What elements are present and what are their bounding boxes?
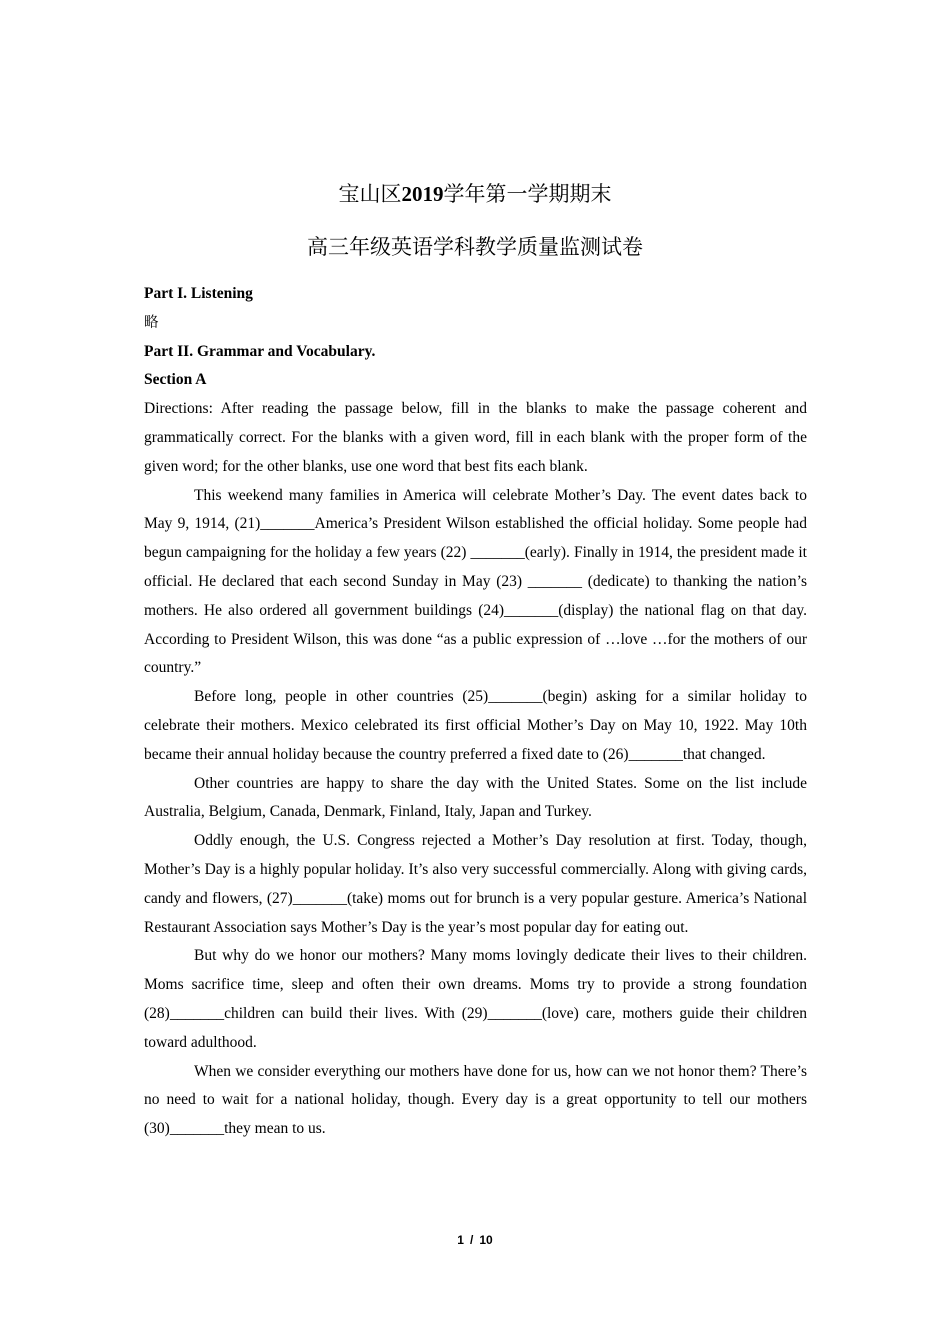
- passage-paragraph-1: This weekend many families in America will celebrate Mother’s Day. The event dates back to May 9, 1914, (21)_______America’s President Wilson established the official holiday. Some people had begun campaigning for the holiday a few years (22) _______(early). Finally in 1914, the president made it official. He declared that each second Sunday in May (23) _______ (dedicate) to thanking the nation’s mothers. He also ordered all government buildings (24)_______(display) the national flag on that day. According to President Wilson, this was done “as a public expression of …love …for the mothers of our country.”: [144, 486, 807, 677]
- passage-paragraph-4: Oddly enough, the U.S. Congress rejected a Mother’s Day resolution at first. Today, though, Mother’s Day is a highly popular holiday. It’s also very successful commercially. Along with giving cards, candy and flowers, (27)_______(take) moms out for brunch is a very popular gesture. America’s National Restaurant Association says Mother’s Day is the year’s most popular day for eating out.: [144, 832, 807, 936]
- title-year: 2019: [401, 182, 444, 206]
- total-pages: 10: [479, 1233, 493, 1247]
- passage-paragraph-2: Before long, people in other countries (25)_______(begin) asking for a similar holiday to celebrate their mothers. Mexico celebrated its first official Mother’s Day on May 10, 1922. May 10th became their annual holiday because the country preferred a fixed date to (26)_______that changed.: [144, 688, 807, 763]
- passage-paragraph-3: Other countries are happy to share the day with the United States. Some on the list include Australia, Belgium, Canada, Denmark, Finland, Italy, Japan and Turkey.: [144, 774, 807, 821]
- directions: Directions: After reading the passage below, fill in the blanks to make the passage coherent and grammatically correct. For the blanks with a given word, fill in each blank with the proper form of the given word; for the other blanks, use one word that best fits each blank.: [144, 400, 807, 475]
- exam-title-line2: 高三年级英语学科教学质量监测试卷: [307, 235, 643, 259]
- passage-paragraph-6: When we consider everything our mothers have done for us, how can we not honor them? There’s no need to wait for a national holiday, though. Every day is a great opportunity to tell our mothers (30)_______they mean to us.: [144, 1062, 807, 1138]
- document-body: [144, 280, 807, 1144]
- part1-heading: Part I. Listening: [144, 285, 253, 302]
- page-number: [0, 1233, 950, 1247]
- exam-title-line1: [0, 178, 950, 208]
- title-term: 学年第一学期期末: [443, 182, 612, 206]
- passage-paragraph-5: But why do we honor our mothers? Many moms lovingly dedicate their lives to their children. Moms sacrifice time, sleep and often their own dreams. Moms try to provide a strong foundation (28)_______children can build their lives. With (29)_______(love) care, mothers guide their children toward adulthood.: [144, 947, 807, 1051]
- title-district: 宝山区: [338, 182, 402, 206]
- part1-note: 略: [144, 314, 159, 331]
- section-a-heading: Section A: [144, 371, 207, 389]
- current-page: 1: [457, 1233, 464, 1247]
- part2-heading: Part II. Grammar and Vocabulary.: [144, 342, 376, 360]
- page-separator: /: [469, 1233, 474, 1247]
